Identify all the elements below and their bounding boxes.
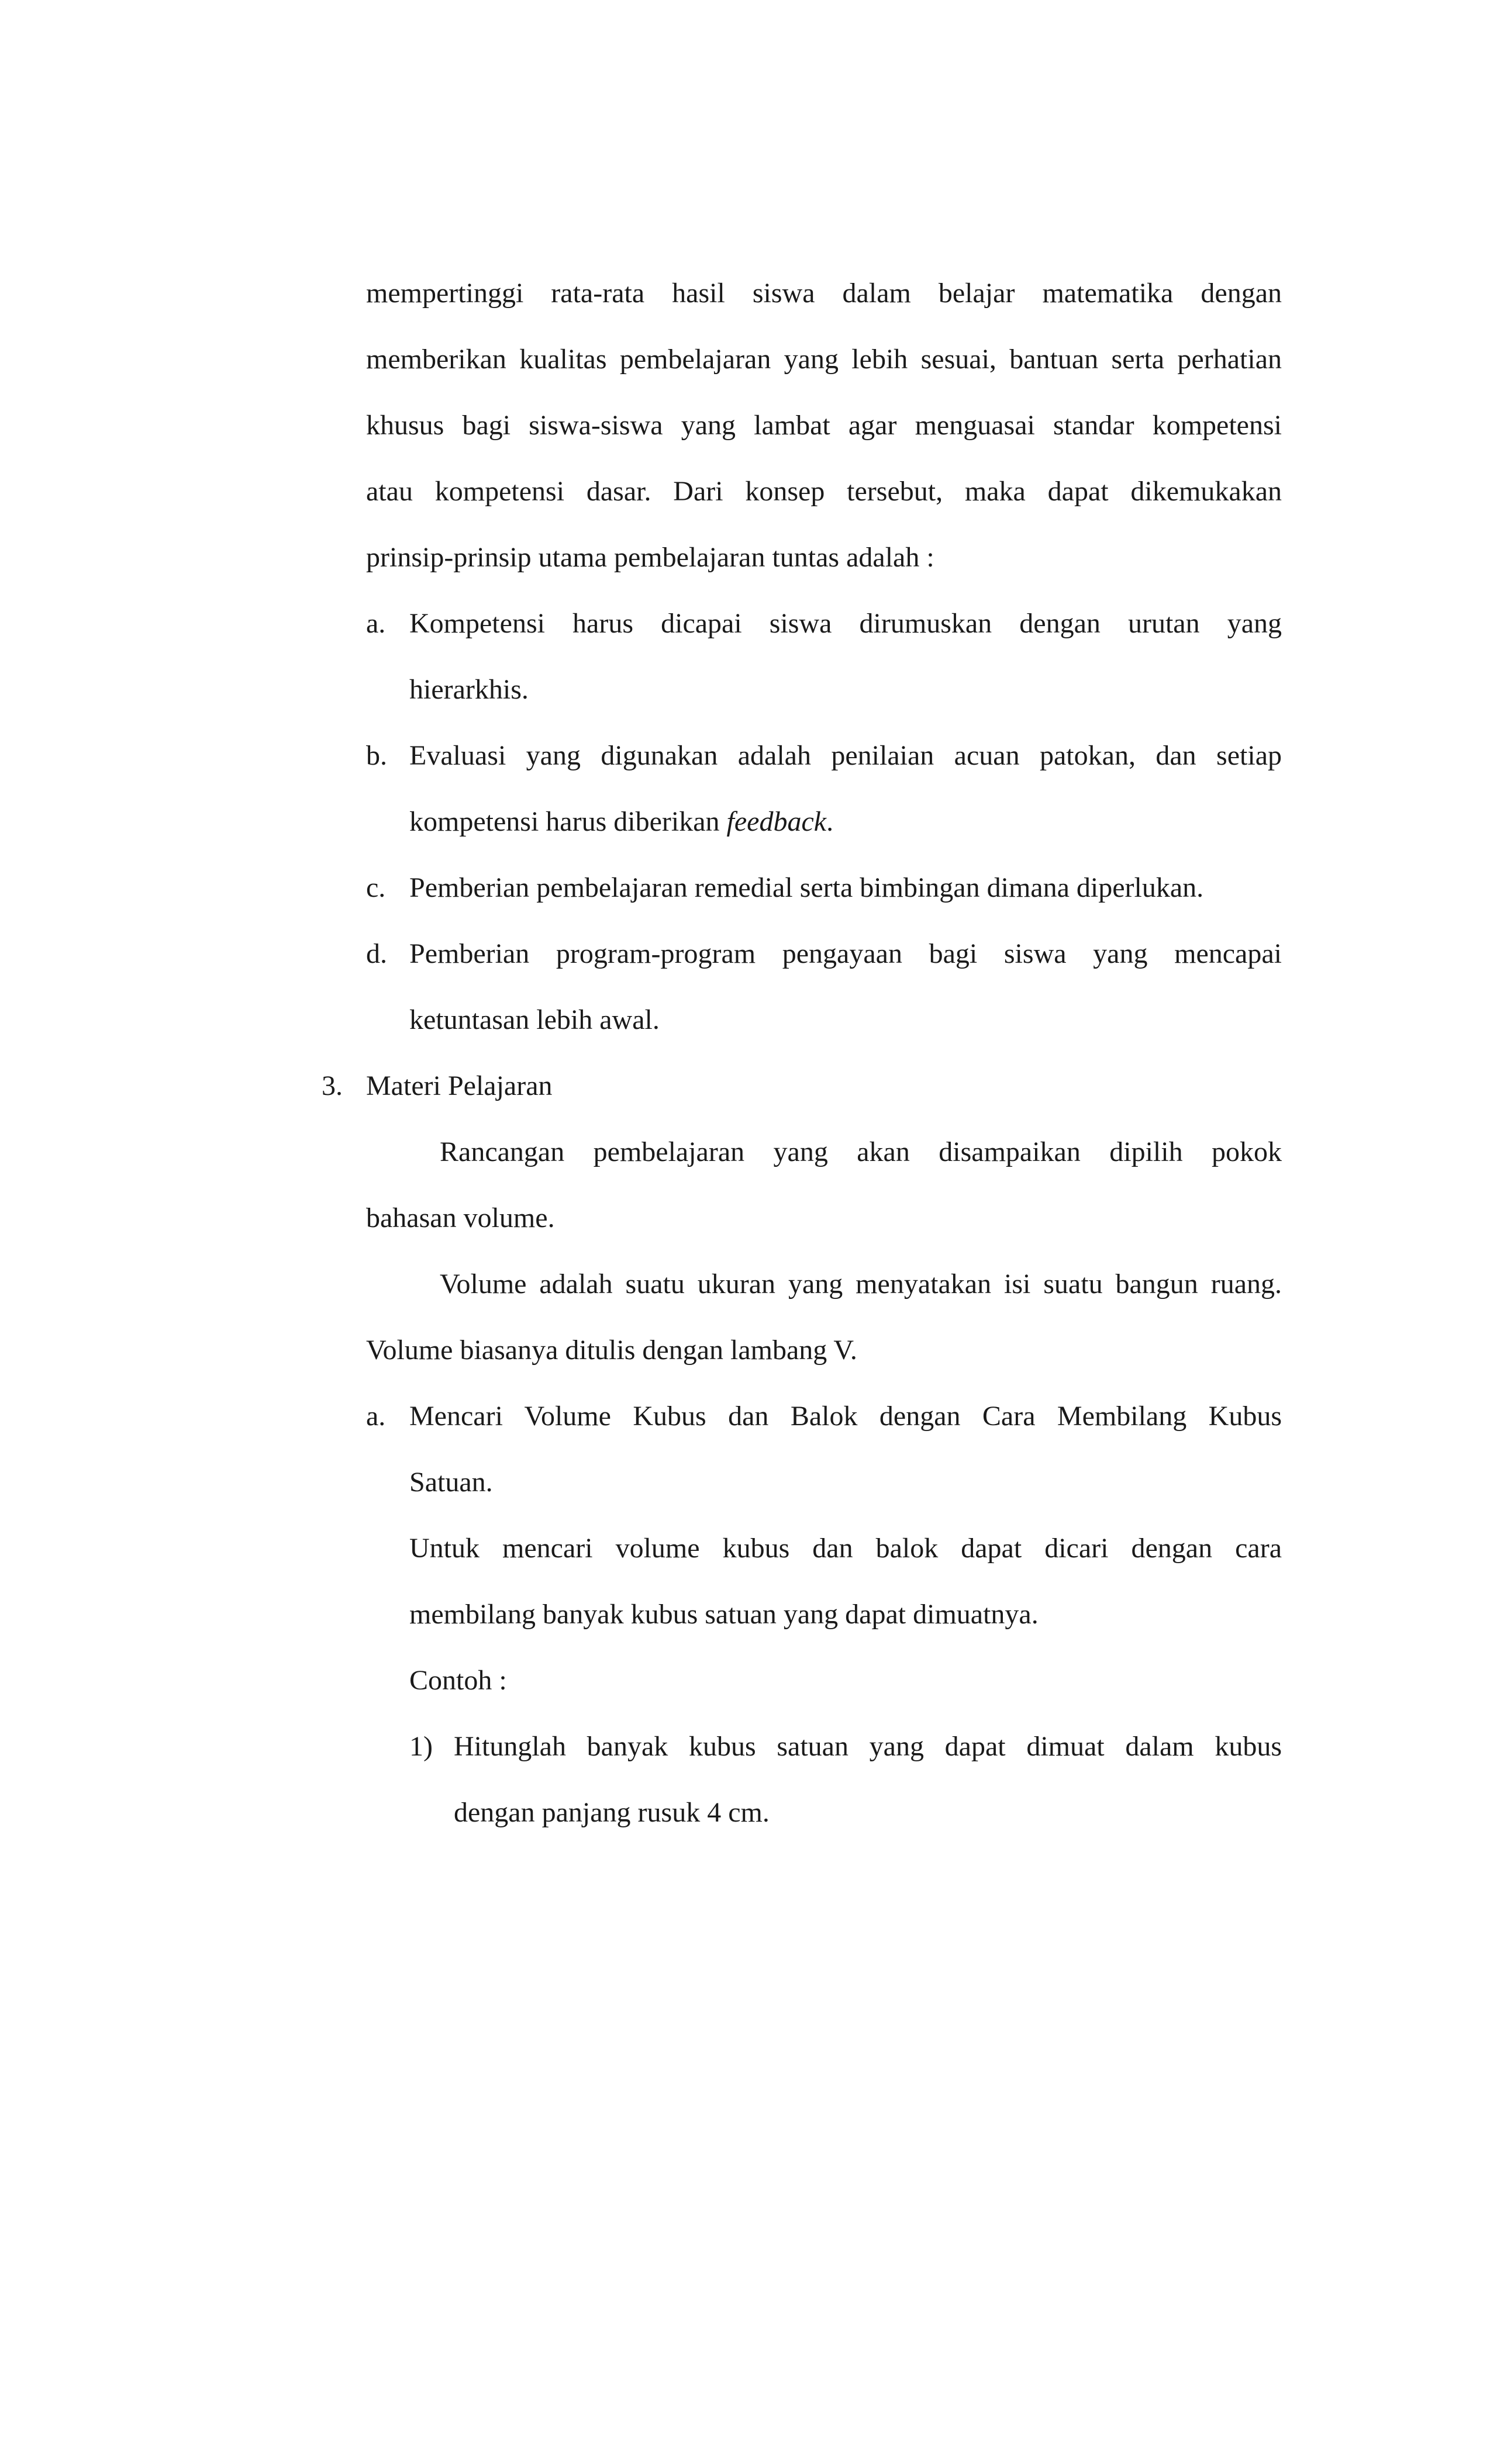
section-3-para-2-line-2: Volume biasanya ditulis dengan lambang V. xyxy=(366,1335,857,1366)
example-1-line-2: dengan panjang rusuk 4 cm. xyxy=(454,1797,770,1828)
sub-a-body-line-2: membilang banyak kubus satuan yang dapat dimuatnya. xyxy=(409,1599,1039,1630)
principle-b-line-2-text: kompetensi harus diberikan xyxy=(409,806,720,837)
intro-line-2: memberikan kualitas pembelajaran yang lebih sesuai, bantuan serta perhatian xyxy=(366,344,1282,375)
principle-a-line-2: hierarkhis. xyxy=(409,674,529,705)
principle-d-line-2: ketuntasan lebih awal. xyxy=(409,1004,660,1035)
sub-a-body-line-1: Untuk mencari volume kubus dan balok dapat dicari dengan cara xyxy=(409,1533,1282,1564)
principle-d-line-1: Pemberian program-program pengayaan bagi siswa yang mencapai xyxy=(409,938,1282,969)
section-3-para-1-line-2: bahasan volume. xyxy=(366,1202,555,1233)
section-3-para-1-line-1: Rancangan pembelajaran yang akan disampaikan dipilih pokok xyxy=(440,1136,1282,1167)
principle-b-line-1: Evaluasi yang digunakan adalah penilaian acuan patokan, dan setiap xyxy=(409,740,1282,771)
principle-b-italic-term: feedback xyxy=(726,806,827,837)
example-1-marker: 1) xyxy=(409,1731,433,1762)
section-3-para-2-line-1: Volume adalah suatu ukuran yang menyatakan isi suatu bangun ruang. xyxy=(440,1269,1282,1300)
list-marker-d: d. xyxy=(366,938,387,969)
intro-line-3: khusus bagi siswa-siswa yang lambat agar menguasai standar kompetensi xyxy=(366,410,1282,441)
list-marker-a: a. xyxy=(366,608,386,639)
section-3-number: 3. xyxy=(322,1070,343,1101)
section-3-title: Materi Pelajaran xyxy=(366,1070,553,1101)
sub-a-title-line-1: Mencari Volume Kubus dan Balok dengan Cara Membilang Kubus xyxy=(409,1401,1282,1432)
list-marker-c: c. xyxy=(366,872,386,903)
example-label: Contoh : xyxy=(409,1665,507,1696)
principle-a-line-1: Kompetensi harus dicapai siswa dirumuskan dengan urutan yang xyxy=(409,608,1282,639)
intro-line-5: prinsip-prinsip utama pembelajaran tuntas adalah : xyxy=(366,542,934,573)
list-marker-b: b. xyxy=(366,740,387,771)
intro-line-1: mempertinggi rata-rata hasil siswa dalam belajar matematika dengan xyxy=(366,278,1282,309)
example-1-line-1: Hitunglah banyak kubus satuan yang dapat dimuat dalam kubus xyxy=(454,1731,1282,1762)
principle-b-line-2 xyxy=(409,806,833,838)
principle-b-tail: . xyxy=(826,806,834,837)
principle-c-line-1: Pemberian pembelajaran remedial serta bimbingan dimana diperlukan. xyxy=(409,872,1204,903)
intro-line-4: atau kompetensi dasar. Dari konsep tersebut, maka dapat dikemukakan xyxy=(366,476,1282,507)
sub-a-title-line-2: Satuan. xyxy=(409,1467,493,1498)
sub-a-marker: a. xyxy=(366,1401,386,1432)
